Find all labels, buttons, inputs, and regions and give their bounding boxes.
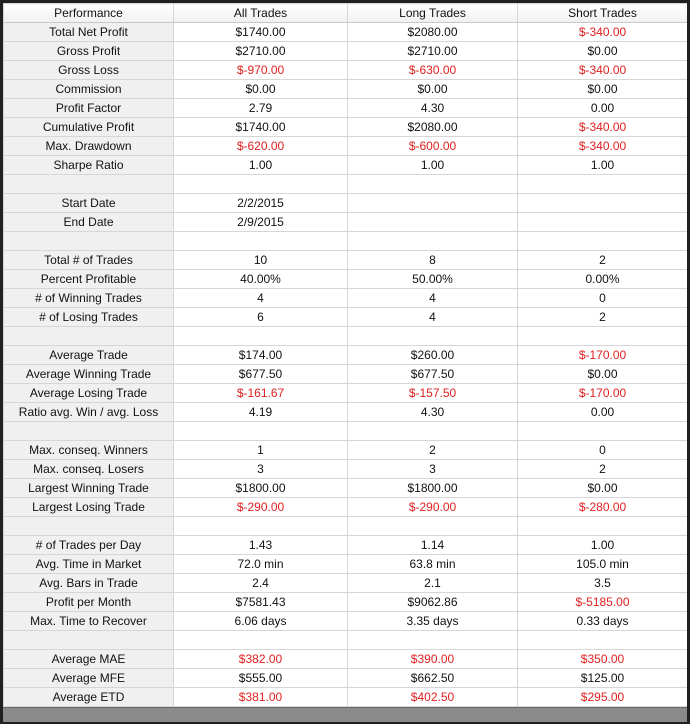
- table-row: [4, 175, 688, 194]
- short-trades-cell: $-340.00: [518, 118, 688, 137]
- row-label: [4, 232, 174, 251]
- short-trades-cell: [518, 194, 688, 213]
- table-row: [4, 612, 688, 631]
- all-trades-cell: 2/9/2015: [174, 213, 348, 232]
- row-label: Profit per Month: [4, 593, 174, 612]
- row-label: Gross Loss: [4, 61, 174, 80]
- row-label: Average MFE: [4, 669, 174, 688]
- long-trades-cell: 50.00%: [348, 270, 518, 289]
- row-label: [4, 422, 174, 441]
- table-row: [4, 536, 688, 555]
- long-trades-cell: 2: [348, 441, 518, 460]
- all-trades-cell: 40.00%: [174, 270, 348, 289]
- row-label: [4, 175, 174, 194]
- long-trades-cell: 1.00: [348, 156, 518, 175]
- all-trades-cell: 4: [174, 289, 348, 308]
- all-trades-cell: 4.19: [174, 403, 348, 422]
- long-trades-cell: $0.00: [348, 80, 518, 99]
- all-trades-cell: $2710.00: [174, 42, 348, 61]
- short-trades-cell: [518, 517, 688, 536]
- all-trades-cell: $-620.00: [174, 137, 348, 156]
- long-trades-cell: $677.50: [348, 365, 518, 384]
- long-trades-cell: 4.30: [348, 99, 518, 118]
- long-trades-cell: $-157.50: [348, 384, 518, 403]
- table-row: [4, 270, 688, 289]
- short-trades-cell: 2: [518, 460, 688, 479]
- row-label: Total # of Trades: [4, 251, 174, 270]
- short-trades-cell: $350.00: [518, 650, 688, 669]
- long-trades-cell: $402.50: [348, 688, 518, 707]
- short-trades-cell: [518, 422, 688, 441]
- table-row: [4, 346, 688, 365]
- short-trades-cell: $0.00: [518, 479, 688, 498]
- all-trades-cell: [174, 422, 348, 441]
- long-trades-cell: 1.14: [348, 536, 518, 555]
- table-row: [4, 194, 688, 213]
- table-row: [4, 118, 688, 137]
- row-label: Max. Drawdown: [4, 137, 174, 156]
- column-header-short-trades[interactable]: Short Trades: [518, 4, 688, 23]
- table-row: [4, 441, 688, 460]
- table-row: [4, 99, 688, 118]
- all-trades-cell: $7581.43: [174, 593, 348, 612]
- all-trades-cell: 1.00: [174, 156, 348, 175]
- all-trades-cell: $382.00: [174, 650, 348, 669]
- long-trades-cell: [348, 194, 518, 213]
- table-row: [4, 137, 688, 156]
- short-trades-cell: [518, 232, 688, 251]
- table-row: [4, 213, 688, 232]
- short-trades-cell: 0.33 days: [518, 612, 688, 631]
- column-header-performance[interactable]: Performance: [4, 4, 174, 23]
- all-trades-cell: 2.4: [174, 574, 348, 593]
- long-trades-cell: [348, 327, 518, 346]
- long-trades-cell: 63.8 min: [348, 555, 518, 574]
- short-trades-cell: $-340.00: [518, 137, 688, 156]
- table-row: [4, 517, 688, 536]
- all-trades-cell: $381.00: [174, 688, 348, 707]
- short-trades-cell: 2: [518, 308, 688, 327]
- long-trades-cell: $-630.00: [348, 61, 518, 80]
- table-row: [4, 555, 688, 574]
- all-trades-cell: 3: [174, 460, 348, 479]
- bottom-bar: [3, 707, 687, 722]
- row-label: Average Winning Trade: [4, 365, 174, 384]
- table-row: [4, 384, 688, 403]
- short-trades-cell: $-280.00: [518, 498, 688, 517]
- short-trades-cell: [518, 175, 688, 194]
- row-label: Gross Profit: [4, 42, 174, 61]
- row-label: Max. conseq. Losers: [4, 460, 174, 479]
- row-label: Cumulative Profit: [4, 118, 174, 137]
- all-trades-cell: $174.00: [174, 346, 348, 365]
- table-row: [4, 61, 688, 80]
- long-trades-cell: $9062.86: [348, 593, 518, 612]
- all-trades-cell: $-970.00: [174, 61, 348, 80]
- row-label: Ratio avg. Win / avg. Loss: [4, 403, 174, 422]
- short-trades-cell: $0.00: [518, 365, 688, 384]
- performance-window: [3, 3, 687, 707]
- long-trades-cell: $2080.00: [348, 118, 518, 137]
- table-row: [4, 422, 688, 441]
- long-trades-cell: 2.1: [348, 574, 518, 593]
- long-trades-cell: [348, 213, 518, 232]
- short-trades-cell: 0.00: [518, 403, 688, 422]
- all-trades-cell: $1740.00: [174, 118, 348, 137]
- short-trades-cell: 2: [518, 251, 688, 270]
- row-label: Average Trade: [4, 346, 174, 365]
- short-trades-cell: $-170.00: [518, 384, 688, 403]
- row-label: # of Trades per Day: [4, 536, 174, 555]
- short-trades-cell: $0.00: [518, 80, 688, 99]
- short-trades-cell: 0.00: [518, 99, 688, 118]
- table-row: [4, 479, 688, 498]
- all-trades-cell: $1740.00: [174, 23, 348, 42]
- all-trades-cell: [174, 517, 348, 536]
- long-trades-cell: 4: [348, 289, 518, 308]
- short-trades-cell: $-340.00: [518, 61, 688, 80]
- table-row: [4, 669, 688, 688]
- short-trades-cell: 0: [518, 441, 688, 460]
- row-label: Total Net Profit: [4, 23, 174, 42]
- table-row: [4, 403, 688, 422]
- long-trades-cell: [348, 232, 518, 251]
- long-trades-cell: 4: [348, 308, 518, 327]
- row-label: Avg. Bars in Trade: [4, 574, 174, 593]
- long-trades-cell: $2710.00: [348, 42, 518, 61]
- short-trades-cell: 3.5: [518, 574, 688, 593]
- short-trades-cell: [518, 213, 688, 232]
- short-trades-cell: $0.00: [518, 42, 688, 61]
- header-row: [4, 4, 688, 23]
- all-trades-cell: [174, 175, 348, 194]
- table-row: [4, 365, 688, 384]
- short-trades-cell: $-340.00: [518, 23, 688, 42]
- short-trades-cell: 0.00%: [518, 270, 688, 289]
- long-trades-cell: $390.00: [348, 650, 518, 669]
- all-trades-cell: 6.06 days: [174, 612, 348, 631]
- all-trades-cell: 1: [174, 441, 348, 460]
- short-trades-cell: 105.0 min: [518, 555, 688, 574]
- performance-table: [3, 3, 687, 707]
- long-trades-cell: 8: [348, 251, 518, 270]
- short-trades-cell: [518, 327, 688, 346]
- table-row: [4, 308, 688, 327]
- long-trades-cell: $-290.00: [348, 498, 518, 517]
- row-label: Percent Profitable: [4, 270, 174, 289]
- row-label: Max. conseq. Winners: [4, 441, 174, 460]
- table-row: [4, 593, 688, 612]
- all-trades-cell: [174, 631, 348, 650]
- short-trades-cell: $125.00: [518, 669, 688, 688]
- row-label: [4, 517, 174, 536]
- long-trades-cell: 3: [348, 460, 518, 479]
- row-label: Largest Winning Trade: [4, 479, 174, 498]
- row-label: Max. Time to Recover: [4, 612, 174, 631]
- table-row: [4, 251, 688, 270]
- short-trades-cell: 1.00: [518, 536, 688, 555]
- row-label: End Date: [4, 213, 174, 232]
- table-row: [4, 23, 688, 42]
- short-trades-cell: $-170.00: [518, 346, 688, 365]
- row-label: Profit Factor: [4, 99, 174, 118]
- all-trades-cell: $555.00: [174, 669, 348, 688]
- all-trades-cell: 6: [174, 308, 348, 327]
- table-row: [4, 460, 688, 479]
- long-trades-cell: 4.30: [348, 403, 518, 422]
- long-trades-cell: $662.50: [348, 669, 518, 688]
- long-trades-cell: [348, 631, 518, 650]
- row-label: Average MAE: [4, 650, 174, 669]
- column-header-all-trades[interactable]: All Trades: [174, 4, 348, 23]
- table-row: [4, 688, 688, 707]
- table-row: [4, 327, 688, 346]
- long-trades-cell: [348, 422, 518, 441]
- all-trades-cell: $677.50: [174, 365, 348, 384]
- row-label: Average ETD: [4, 688, 174, 707]
- long-trades-cell: 3.35 days: [348, 612, 518, 631]
- row-label: # of Winning Trades: [4, 289, 174, 308]
- short-trades-cell: 0: [518, 289, 688, 308]
- row-label: Avg. Time in Market: [4, 555, 174, 574]
- all-trades-cell: [174, 232, 348, 251]
- table-row: [4, 574, 688, 593]
- long-trades-cell: $260.00: [348, 346, 518, 365]
- row-label: Sharpe Ratio: [4, 156, 174, 175]
- short-trades-cell: $-5185.00: [518, 593, 688, 612]
- table-row: [4, 232, 688, 251]
- all-trades-cell: $0.00: [174, 80, 348, 99]
- row-label: Start Date: [4, 194, 174, 213]
- all-trades-cell: [174, 327, 348, 346]
- table-row: [4, 650, 688, 669]
- short-trades-cell: 1.00: [518, 156, 688, 175]
- column-header-long-trades[interactable]: Long Trades: [348, 4, 518, 23]
- long-trades-cell: $2080.00: [348, 23, 518, 42]
- all-trades-cell: $-290.00: [174, 498, 348, 517]
- row-label: [4, 327, 174, 346]
- all-trades-cell: 10: [174, 251, 348, 270]
- short-trades-cell: $295.00: [518, 688, 688, 707]
- all-trades-cell: 1.43: [174, 536, 348, 555]
- table-row: [4, 289, 688, 308]
- all-trades-cell: 72.0 min: [174, 555, 348, 574]
- table-row: [4, 498, 688, 517]
- row-label: [4, 631, 174, 650]
- all-trades-cell: $-161.67: [174, 384, 348, 403]
- long-trades-cell: $1800.00: [348, 479, 518, 498]
- all-trades-cell: 2.79: [174, 99, 348, 118]
- short-trades-cell: [518, 631, 688, 650]
- long-trades-cell: [348, 517, 518, 536]
- table-row: [4, 156, 688, 175]
- all-trades-cell: 2/2/2015: [174, 194, 348, 213]
- row-label: Commission: [4, 80, 174, 99]
- long-trades-cell: [348, 175, 518, 194]
- all-trades-cell: $1800.00: [174, 479, 348, 498]
- row-label: # of Losing Trades: [4, 308, 174, 327]
- table-row: [4, 80, 688, 99]
- long-trades-cell: $-600.00: [348, 137, 518, 156]
- row-label: Largest Losing Trade: [4, 498, 174, 517]
- table-row: [4, 42, 688, 61]
- row-label: Average Losing Trade: [4, 384, 174, 403]
- table-row: [4, 631, 688, 650]
